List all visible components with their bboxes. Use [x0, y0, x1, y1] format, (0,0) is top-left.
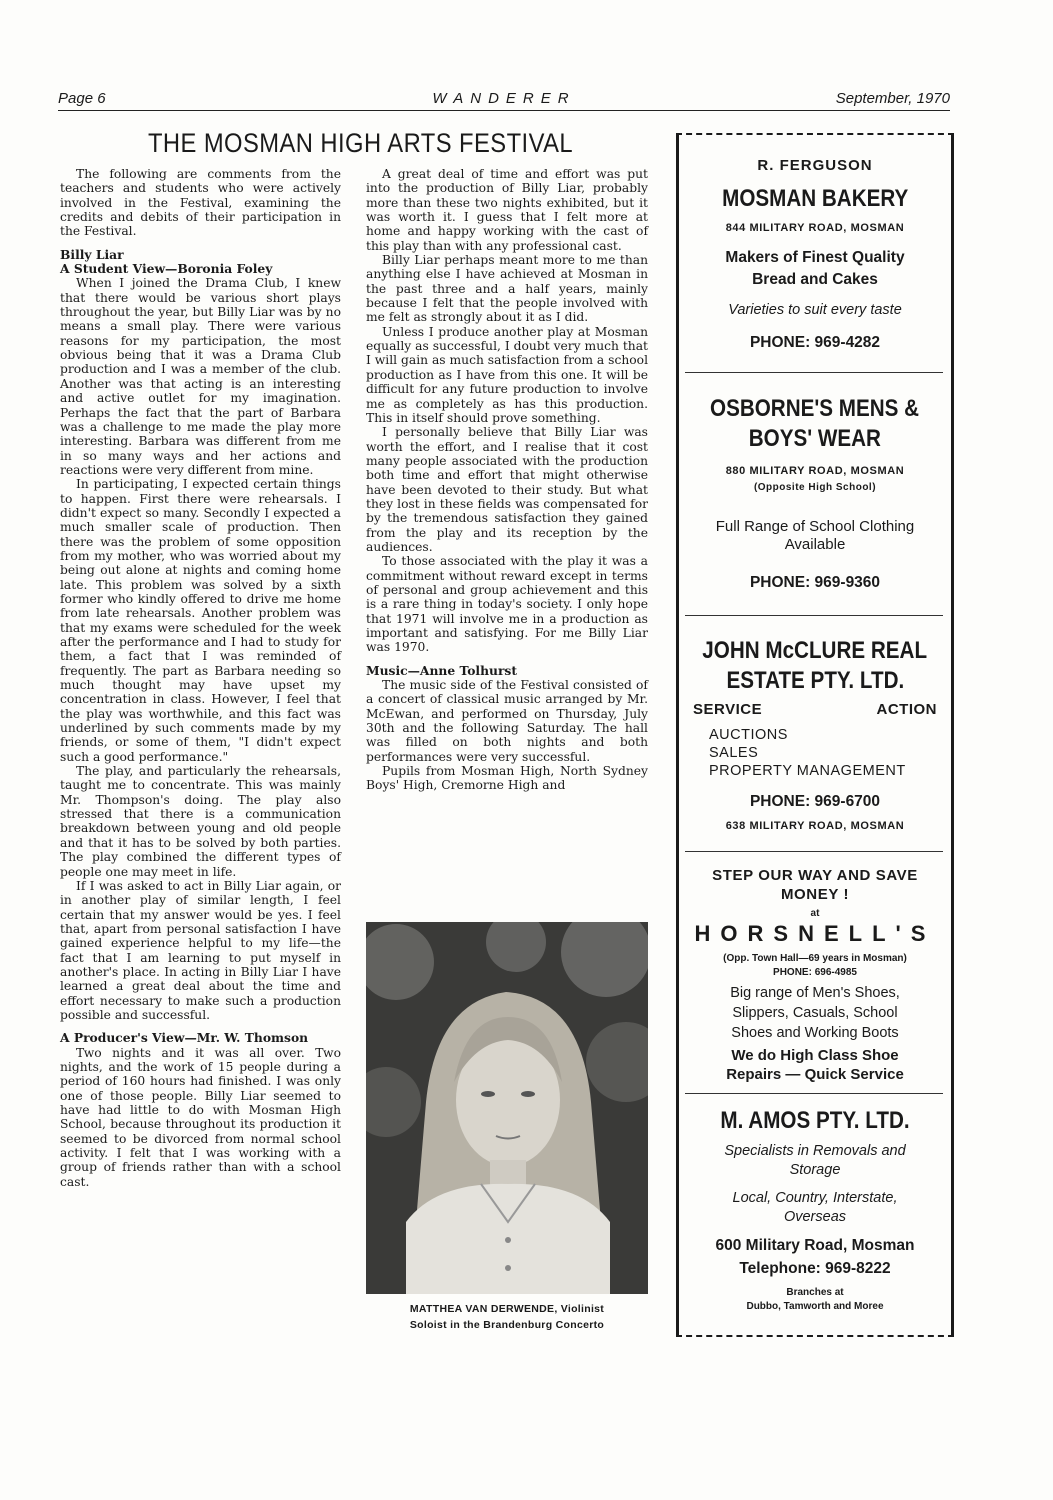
paragraph: Unless I produce another play at Mosman equally as successful, I doubt very much that I will gain as much satisfaction from a school production as I have from this one. It will be difficult for any future production to involve me as completely as has this production. This in itself should prove something.	[366, 324, 649, 425]
ad-text: Full Range of School Clothing	[715, 518, 915, 535]
paragraph: The music side of the Festival consisted of a concert of classical music arranged by Mr. McEwan, and performed on Thursday, July 30th and the following Saturday. The hall was filled on both nights and both performances were very successful.	[366, 678, 648, 764]
paragraph: In participating, I expected certain things to happen. First there were rehearsals. I didn't expect so many. Secondly I expected a much smaller scale of production. Then there was the problem of some opposition from my mother, who was worried about my being out alone at nights and coming home late. This problem was solved by a sixth former who kindly offered to drive me home from late rehearsals. Another problem was that my exams were scheduled for the week after the performance and I had to study for them, a fact that I was reminded of frequently. The part as Barbara needing so much thought may have upset my concentration in class. However, I feel that the play was worthwhile, and this fact was underlined by such comments made by my friends, or some of them, "I didn't expect such a good performance."	[60, 477, 341, 764]
ad-address: 880 MILITARY ROAD, MOSMAN	[725, 465, 905, 477]
ad-business-name: OSBORNE'S MENS &	[710, 395, 920, 422]
paragraph: Billy Liar perhaps meant more to me than anything else I have achieved at Mosman in the past three and a half years, mainly because I felt that the people involved with me felt as strongly about it as I did.	[366, 253, 648, 325]
ad-business-name: BOYS' WEAR	[748, 425, 882, 452]
ad-action-label: ACTION	[876, 701, 937, 718]
paragraph: To those associated with the play it was a commitment without reward except in terms of personal and group achievement and this is a rare thing in today's society. I only hope that 1971 will involve me in a production as important and satisfying. For me Billy Liar was 1970.	[366, 554, 648, 655]
ad-divider	[685, 372, 943, 373]
ad-note: (Opp. Town Hall—69 years in Mosman)	[723, 953, 907, 964]
ad-text: Overseas	[783, 1209, 847, 1225]
section-heading: Billy Liar	[60, 246, 124, 262]
section-subheading: A Student View—Boronia Foley	[60, 261, 273, 277]
ad-phone: Telephone: 969-8222	[739, 1260, 891, 1277]
article-headline: THE MOSMAN HIGH ARTS FESTIVAL	[147, 128, 574, 158]
section-heading: A Producer's View—Mr. W. Thomson	[60, 1030, 309, 1046]
ad-phone: PHONE: 969-9360	[749, 574, 881, 591]
ad-text: Big range of Men's Shoes,	[730, 985, 900, 1001]
section-heading: Music—Anne Tolhurst	[366, 662, 518, 678]
caption-line: MATTHEA VAN DERWENDE, Violinist	[409, 1303, 605, 1315]
ad-text: Shoes and Working Boots	[731, 1025, 899, 1041]
ad-phone: PHONE: 696-4985	[773, 967, 857, 978]
ad-text: Bread and Cakes	[752, 271, 878, 288]
ad-business-name: M. AMOS PTY. LTD.	[720, 1107, 910, 1134]
paragraph: Pupils from Mosman High, North Sydney Boys' High, Cremorne High and	[366, 764, 648, 793]
ad-address: 600 Military Road, Mosman	[715, 1237, 915, 1254]
page-header	[58, 88, 950, 111]
ad-business-name: MOSMAN BAKERY	[721, 185, 909, 212]
ad-owner: R. FERGUSON	[757, 157, 873, 174]
ad-divider	[685, 851, 943, 852]
ad-text: at	[810, 908, 820, 919]
ad-address: 638 MILITARY ROAD, MOSMAN	[725, 820, 905, 832]
ad-business-name: ESTATE PTY. LTD.	[726, 667, 904, 694]
ad-text: Branches at	[786, 1287, 844, 1298]
article-column-2	[366, 167, 648, 793]
ad-text: Slippers, Casuals, School	[732, 1005, 898, 1021]
masthead: WANDERER	[432, 90, 576, 107]
portrait-illustration	[366, 922, 648, 1294]
ad-text: Repairs — Quick Service	[726, 1066, 904, 1083]
ad-phone: PHONE: 969-4282	[749, 334, 881, 351]
paragraph: I personally believe that Billy Liar was worth the effort, and I realise that it cost many people associated with the production both time and effort that might otherwise have been devoted to their study. But what they lost in these fields was compensated for by the tremendous satisfaction they gained from the play and its reception by the audiences.	[366, 425, 648, 554]
issue-date: September, 1970	[835, 90, 950, 107]
caption-line: Soloist in the Brandenburg Concerto	[409, 1319, 605, 1331]
ad-note: (Opposite High School)	[753, 482, 877, 493]
ad-phone: PHONE: 969-6700	[749, 793, 881, 810]
ad-tagline: Varieties to suit every taste	[728, 302, 902, 318]
ad-service-item: SALES	[709, 745, 759, 761]
ad-text: Specialists in Removals and	[724, 1143, 906, 1159]
ad-service-label: SERVICE	[693, 701, 763, 718]
ad-business-name: JOHN McCLURE REAL	[702, 637, 928, 664]
ad-business-name: HORSNELL'S	[694, 921, 936, 946]
advertisements-column	[676, 133, 954, 1337]
ad-divider	[685, 1093, 943, 1094]
ad-service-item: AUCTIONS	[709, 727, 788, 743]
paragraph: The play, and particularly the rehearsals, taught me to concentrate. This was mainly Mr. Thompson's doing. The play also stressed that there is a communication breakdown between young and old people and that it has to be solved by both parties. The play combined the different types of people one may meet in life.	[60, 764, 341, 879]
ad-headline: MONEY !	[780, 886, 850, 903]
ad-text: Local, Country, Interstate,	[732, 1190, 898, 1206]
ad-address: 844 MILITARY ROAD, MOSMAN	[725, 222, 905, 234]
ad-text: Makers of Finest Quality	[725, 249, 905, 266]
photo-caption	[366, 1301, 648, 1333]
ad-headline: STEP OUR WAY AND SAVE	[712, 867, 918, 884]
ad-text: We do High Class Shoe	[731, 1047, 899, 1064]
ad-text: Available	[784, 536, 846, 553]
paragraph: Two nights and it was all over. Two nights, and the work of 15 people during a period of 160 hours had finished. I was only one of those people. Billy Liar seemed to have had little to do with Mosman High School, because throughout its production it seemed to be divorced from normal school activity. I felt that I was working with a group of friends rather than with a school cast.	[60, 1045, 341, 1189]
page-number: Page 6	[58, 90, 106, 107]
ad-text: Dubbo, Tamworth and Moree	[746, 1301, 884, 1312]
article-intro: The following are comments from the teachers and students who were actively involved in the Festival, examining the credits and debits of their participation in the Festival.	[60, 167, 341, 239]
ad-service-item: PROPERTY MANAGEMENT	[709, 763, 906, 779]
article-column-1	[60, 167, 341, 1189]
portrait-photo	[366, 922, 648, 1294]
paragraph: When I joined the Drama Club, I knew that there would be various short plays throughout the year, but Billy Liar was by no means a small play. There were various reasons for my participation, the most obvious being that it was a Drama Club production and I was a member of the club. Another was that acting is an interesting and active outlet for my imagination. Perhaps the fact that the part of Barbara was a challenge to me made the play more interesting. Barbara was different from me in so many ways and her actions and reactions were very different from mine.	[60, 276, 341, 477]
ad-text: Storage	[789, 1162, 841, 1178]
ad-divider	[685, 615, 943, 616]
paragraph: A great deal of time and effort was put into the production of Billy Liar, probably more than these two nights exhibited, but it was worth it. I guess that I felt more at home and happy working with the cast of this play than with any professional cast.	[366, 167, 648, 253]
paragraph: If I was asked to act in Billy Liar again, or in another play of similar length, I feel certain that my answer would be yes. I feel that, apart from personal satisfaction I have gained experience helpful to my life—the fact that I am learning to put myself in another's place. In acting in Billy Liar I have learned a great deal about the time and effort necessary to make such a production possible and successful.	[60, 878, 341, 1022]
